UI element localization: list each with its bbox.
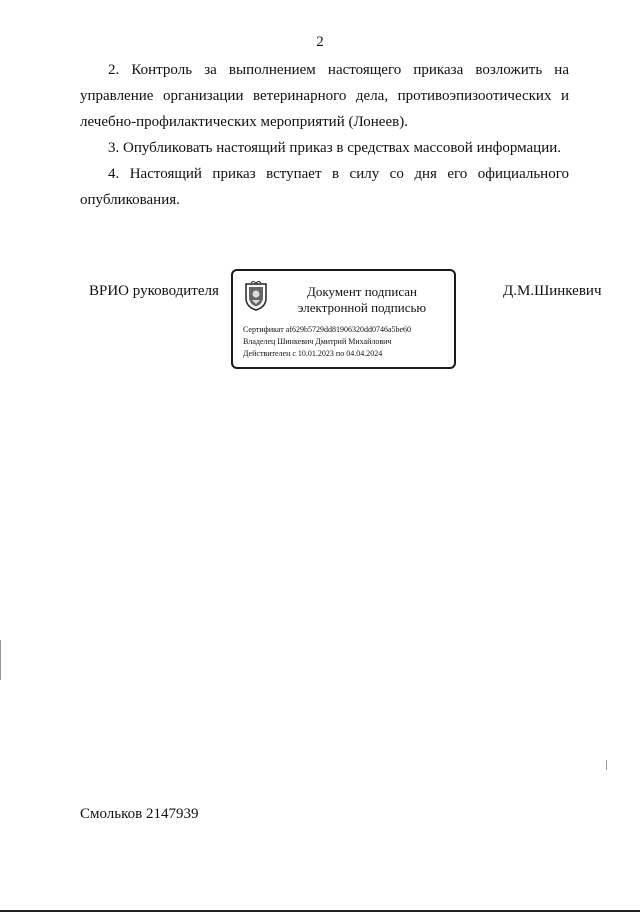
signer-position: ВРИО руководителя (89, 283, 219, 299)
coat-of-arms-icon (243, 281, 269, 311)
certificate-validity: Действителен с 10.01.2023 по 04.04.2024 (243, 349, 383, 358)
scan-artifact-line (0, 640, 1, 680)
paragraph-control: 2. Контроль за выполнением настоящего приказа возложить на управление организации ветеринарного дела, противоэпизоотических и лечебно-профилактических мероприятий (Лонеев). (80, 62, 569, 130)
scan-artifact-line (606, 760, 607, 770)
paragraph-effective: 4. Настоящий приказ вступает в силу со дня его официального опубликования. (80, 166, 569, 208)
executor-note: Смольков 2147939 (80, 806, 199, 822)
paragraph-publish: 3. Опубликовать настоящий приказ в средствах массовой информации. (108, 140, 562, 156)
page-bottom-edge (0, 910, 640, 912)
stamp-title (277, 284, 447, 316)
stamp-title-line2: электронной подписью (297, 300, 427, 315)
certificate-owner: Владелец Шинкевич Дмитрий Михайлович (243, 337, 392, 346)
signer-name: Д.М.Шинкевич (503, 283, 602, 299)
stamp-title-line1: Документ подписан (307, 284, 417, 299)
stamp-details (243, 324, 453, 360)
electronic-signature-stamp (231, 269, 456, 369)
certificate-number: Сертификат af629b5729dd81906320dd0746a5be60 (243, 325, 412, 334)
page-number: 2 (316, 34, 324, 50)
